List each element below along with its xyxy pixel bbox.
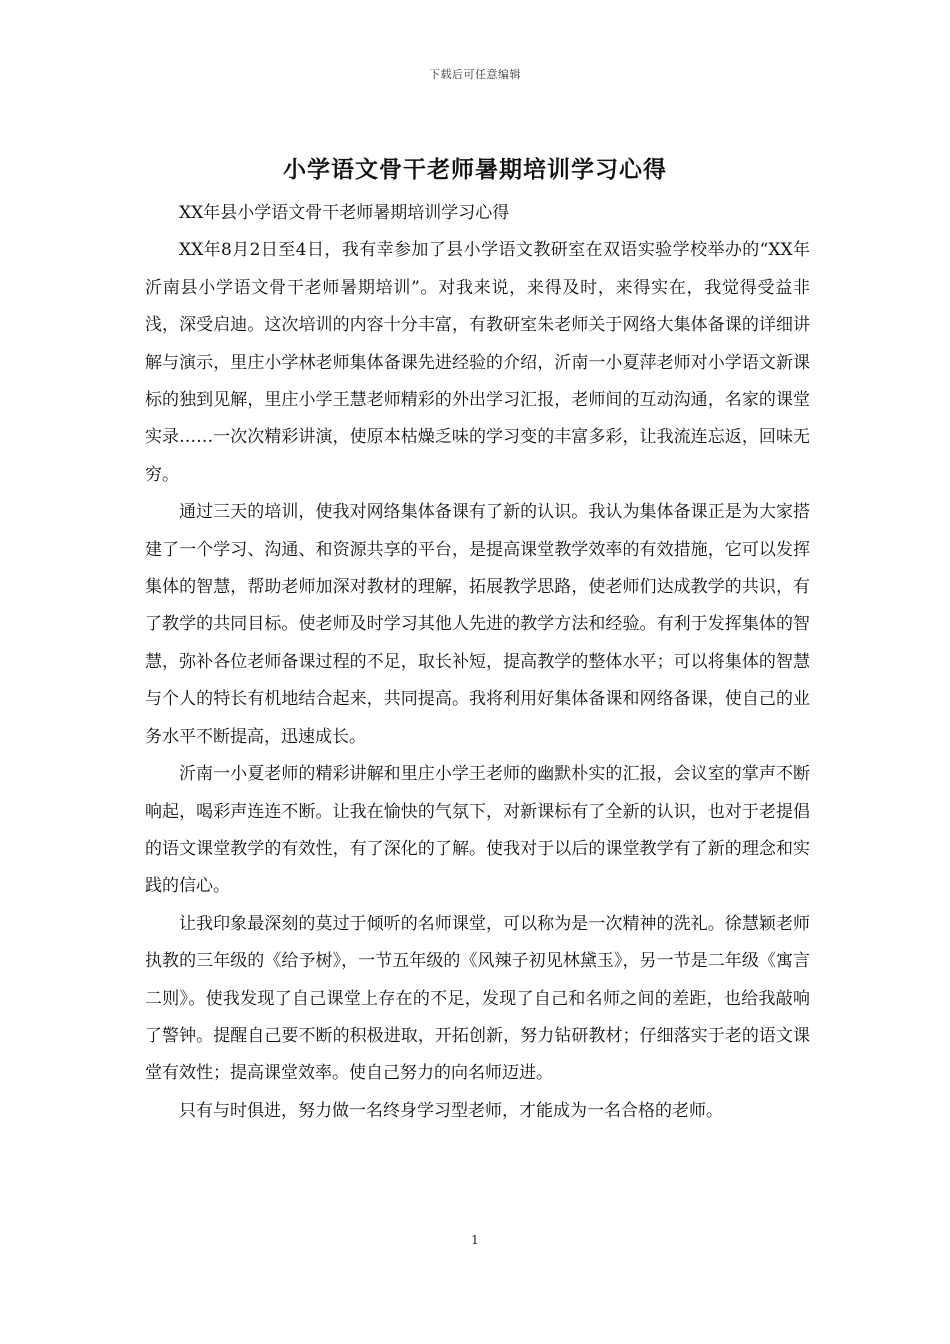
subtitle-paragraph: XX年县小学语文骨干老师暑期培训学习心得 — [179, 203, 510, 223]
body-paragraph: XX年8月2日至4日，我有幸参加了县小学语文教研室在双语实验学校举办的“XX年沂南县小学语文骨干老师暑期培训”。对我来说，来得及时，来得实在，我觉得受益非浅，深受启迪。这次培训的内容十分丰富，有教研室朱老师关于网络大集体备课的详细讲解与演示，里庄小学林老师集体备课先进经验的介绍，沂南一小夏萍老师对小学语文新课标的独到见解，里庄小学王慧老师精彩的外出学习汇报，老师间的互动沟通，名家的课堂实录……一次次精彩讲演，使原本枯燥乏味的学习变的丰富多彩，让我流连忘返，回味无穷。 — [145, 240, 810, 485]
body-paragraph: 让我印象最深刻的莫过于倾听的名师课堂，可以称为是一次精神的洗礼。徐慧颖老师执教的三年级的《给予树》，一节五年级的《风辣子初见林黛玉》，另一节是二年级《寓言二则》。使我发现了自己课堂上存在的不足，发现了自己和名师之间的差距，也给我敲响了警钟。提醒自己要不断的积极进取，开拓创新，努力钻研教材；仔细落实于老的语文课堂有效性；提高课堂效率。使自己努力的向名师迈进。 — [145, 913, 810, 1084]
body-paragraph: 通过三天的培训，使我对网络集体备课有了新的认识。我认为集体备课正是为大家搭建了一个学习、沟通、和资源共享的平台，是提高课堂教学效率的有效措施，它可以发挥集体的智慧，帮助老师加深对教材的理解，拓展教学思路，使老师们达成教学的共识，有了教学的共同目标。使老师及时学习其他人先进的教学方法和经验。有利于发挥集体的智慧，弥补各位老师备课过程的不足，取长补短，提高教学的整体水平；可以将集体的智慧与个人的特长有机地结合起来，共同提高。我将利用好集体备课和网络备课，使自己的业务水平不断提高，迅速成长。 — [145, 502, 810, 747]
page-number: 1 — [471, 1233, 479, 1247]
body-paragraph: 只有与时俱进，努力做一名终身学习型老师，才能成为一名合格的老师。 — [179, 1100, 723, 1121]
document-title: 小学语文骨干老师暑期培训学习心得 — [283, 156, 667, 183]
document-body — [145, 195, 810, 1130]
body-paragraph: 沂南一小夏老师的精彩讲解和里庄小学王老师的幽默朴实的汇报，会议室的掌声不断响起，喝彩声连连不断。让我在愉快的气氛下，对新课标有了全新的认识，也对于老提倡的语文课堂教学的有效性，有了深化的了解。使我对于以后的课堂教学有了新的理念和实践的信心。 — [145, 764, 810, 897]
page-header: 下载后可任意编辑 — [429, 68, 521, 81]
